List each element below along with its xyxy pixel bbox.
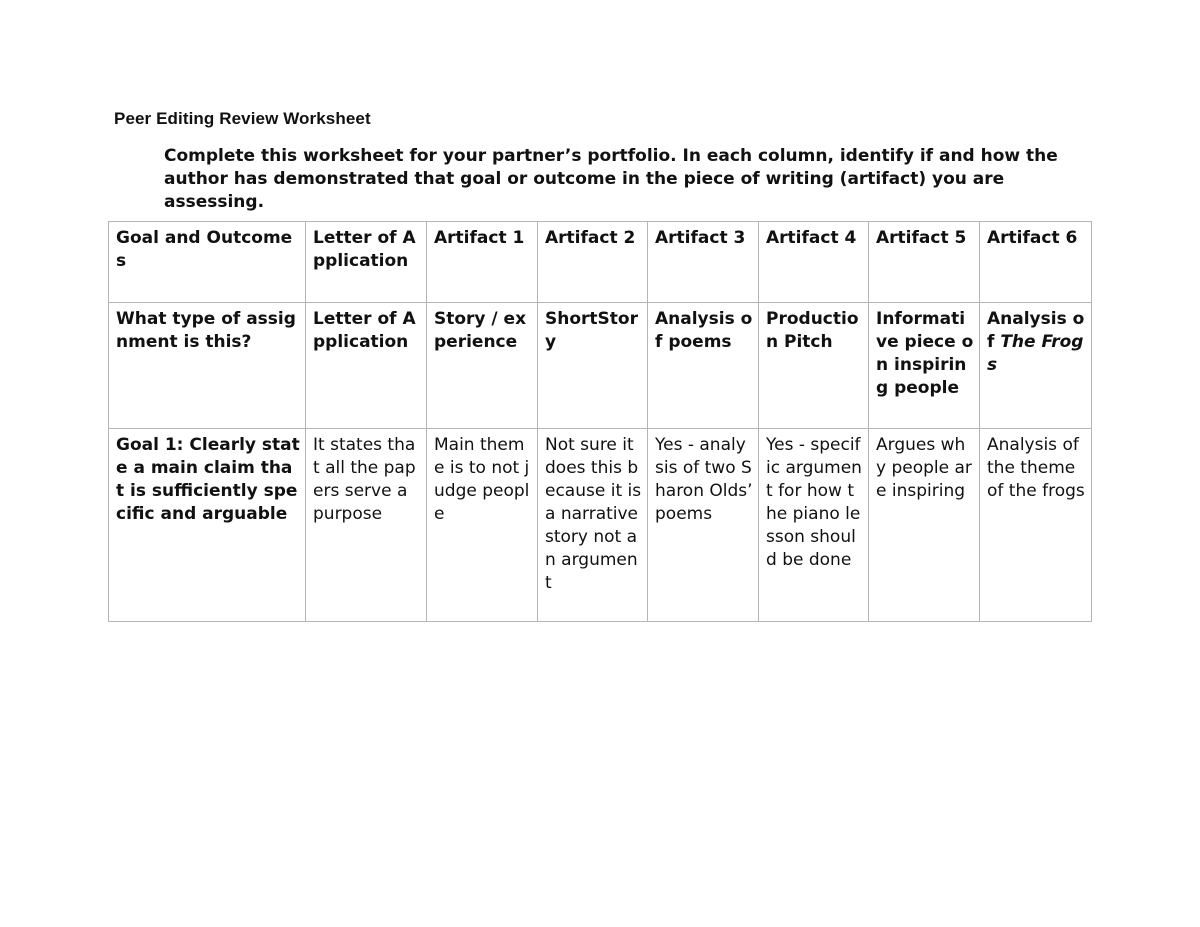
- goal-1-cell: Analysis of the theme of the frogs: [980, 429, 1092, 622]
- worksheet-instructions: Complete this worksheet for your partner’s portfolio. In each column, identify if and how the author has demonstrated that goal or outcome in the piece of writing (artifact) you are assessing.: [164, 146, 1058, 212]
- header-artifact-3: Artifact 3: [648, 222, 759, 303]
- assignment-type-cell: [980, 303, 1092, 429]
- assignment-type-label: What type of assignment is this?: [109, 303, 306, 429]
- table-header-row: [109, 222, 1092, 303]
- header-goal-label: Goal and Outcomes: [109, 222, 306, 303]
- goal-1-cell: Not sure it does this because it is a narrative story not an argument: [538, 429, 648, 622]
- goal-1-cell: Yes - specific argument for how the piano lesson should be done: [759, 429, 869, 622]
- header-letter-of-application: Letter of Application: [306, 222, 427, 303]
- assignment-type-cell: Informative piece on inspiring people: [869, 303, 980, 429]
- peer-review-table: [108, 221, 1092, 622]
- header-artifact-6: Artifact 6: [980, 222, 1092, 303]
- goal-1-cell: Argues why people are inspiring: [869, 429, 980, 622]
- assignment-type-row: [109, 303, 1092, 429]
- assignment-type-cell: Analysis of poems: [648, 303, 759, 429]
- assignment-type-cell: Production Pitch: [759, 303, 869, 429]
- goal-1-cell: Main theme is to not judge people: [427, 429, 538, 622]
- assignment-type-cell: ShortStory: [538, 303, 648, 429]
- goal-1-label: Goal 1: Clearly state a main claim that is sufficiently specific and arguable: [109, 429, 306, 622]
- assignment-type-prefix: Analysis of: [987, 309, 1085, 352]
- goal-1-row: [109, 429, 1092, 622]
- header-artifact-4: Artifact 4: [759, 222, 869, 303]
- assignment-type-cell: Story / experience: [427, 303, 538, 429]
- work-title: The Frogs: [987, 332, 1084, 375]
- goal-1-cell: It states that all the papers serve a purpose: [306, 429, 427, 622]
- header-artifact-2: Artifact 2: [538, 222, 648, 303]
- worksheet-title: Peer Editing Review Worksheet: [114, 109, 371, 128]
- header-artifact-5: Artifact 5: [869, 222, 980, 303]
- header-artifact-1: Artifact 1: [427, 222, 538, 303]
- goal-1-cell: Yes - analysis of two Sharon Olds’ poems: [648, 429, 759, 622]
- assignment-type-cell: Letter of Application: [306, 303, 427, 429]
